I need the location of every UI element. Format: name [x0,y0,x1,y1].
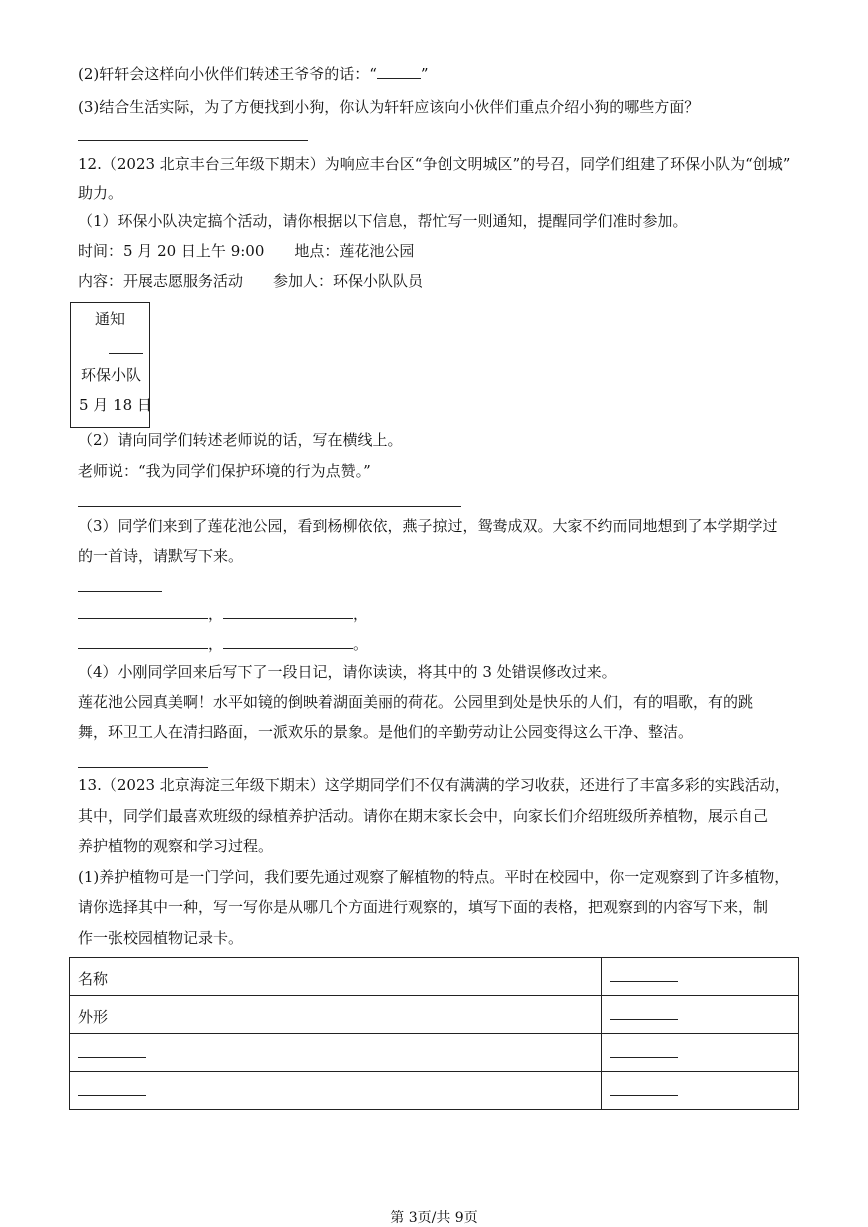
poem-blank[interactable] [223,604,353,619]
poem-blank[interactable] [78,604,208,619]
table-row [70,1034,799,1072]
answer-blank[interactable] [610,969,678,982]
q11-part2: (2)轩轩会这样向小伙伴们转述王爷爷的话：“ ” [78,65,429,83]
answer-line[interactable] [78,506,461,507]
answer-blank[interactable] [610,1083,678,1096]
q12-time-place: 时间：5 月 20 日上午 9:00 地点：莲花池公园 [78,242,415,260]
answer-blank[interactable] [78,1083,146,1096]
poem-blank[interactable] [78,634,208,649]
poem-line-row1: ， ， [78,604,368,624]
q12-stem-line1: 12.（2023 北京丰台三年级下期末）为响应丰台区“争创文明城区”的号召，同学们组建了环保小队为“创城” [78,155,791,173]
table-cell[interactable] [70,1072,602,1110]
q12-part1: （1）环保小队决定搞个活动，请你根据以下信息，帮忙写一则通知，提醒同学们准时参加。 [78,212,688,230]
notice-box[interactable] [70,302,150,428]
notice-date: 5 月 18 日 [79,396,152,414]
q12-part3-line2: 的一首诗，请默写下来。 [78,547,244,565]
answer-blank[interactable] [610,1007,678,1020]
row-label-name: 名称 [70,958,602,996]
q13-stem-line3: 养护植物的观察和学习过程。 [78,837,274,855]
notice-title: 通知 [95,310,126,328]
poem-blank[interactable] [223,634,353,649]
row-label-shape: 外形 [70,996,602,1034]
answer-line[interactable] [78,140,308,141]
answer-blank[interactable] [377,64,421,79]
diary-line1: 莲花池公园真美啊！水平如镜的倒映着湖面美丽的荷花。公园里到处是快乐的人们，有的唱歌，有的跳 [78,693,754,711]
table-row [70,958,799,996]
poem-line-row2: ， 。 [78,634,368,654]
q12-content-participants: 内容：开展志愿服务活动 参加人：环保小队队员 [78,272,424,290]
q12-teacher-quote: 老师说：“我为同学们保护环境的行为点赞。” [78,462,371,480]
answer-line[interactable] [78,767,208,768]
page-footer: 第 3页/共 9页 [390,1210,478,1226]
q11-part3: (3)结合生活实际，为了方便找到小狗，你认为轩轩应该向小伙伴们重点介绍小狗的哪些方面？ [78,98,700,116]
q12-part4: （4）小刚同学回来后写下了一段日记，请你读读，将其中的 3 处错误修改过来。 [78,663,617,681]
table-cell[interactable] [602,1034,799,1072]
q13-part1-line1: (1)养护植物可是一门学问，我们要先通过观察了解植物的特点。平时在校园中，你一定观察到了许多植物， [78,868,790,886]
q12-part3-line1: （3）同学们来到了莲花池公园，看到杨柳依依，燕子掠过，鸳鸯成双。大家不约而同地想到了本学期学过 [78,517,778,535]
poem-title-line[interactable] [78,591,162,592]
q13-part1-line3: 作一张校园植物记录卡。 [78,929,244,947]
plant-record-table [69,957,799,1110]
table-cell[interactable] [602,1072,799,1110]
answer-blank[interactable] [610,1045,678,1058]
table-cell[interactable] [602,996,799,1034]
q13-stem-line1: 13.（2023 北京海淀三年级下期末）这学期同学们不仅有满满的学习收获，还进行了丰富多彩的实践活动， [78,776,790,794]
table-cell[interactable] [602,958,799,996]
q13-stem-line2: 其中，同学们最喜欢班级的绿植养护活动。请你在期末家长会中，向家长们介绍班级所养植物，展示自己 [78,807,769,825]
table-row [70,1072,799,1110]
notice-signer: 环保小队 [81,366,142,384]
table-cell[interactable] [70,1034,602,1072]
q13-part1-line2: 请你选择其中一种，写一写你是从哪几个方面进行观察的，填写下面的表格，把观察到的内容写下来，制 [78,898,769,916]
notice-blank[interactable] [109,353,143,354]
table-row [70,996,799,1034]
answer-blank[interactable] [78,1045,146,1058]
q12-part2: （2）请向同学们转述老师说的话，写在横线上。 [78,431,403,449]
q12-stem-line2: 助力。 [78,184,124,202]
diary-line2: 舞，环卫工人在清扫路面，一派欢乐的景象。是他们的辛勤劳动让公园变得这么干净、整洁。 [78,723,694,741]
